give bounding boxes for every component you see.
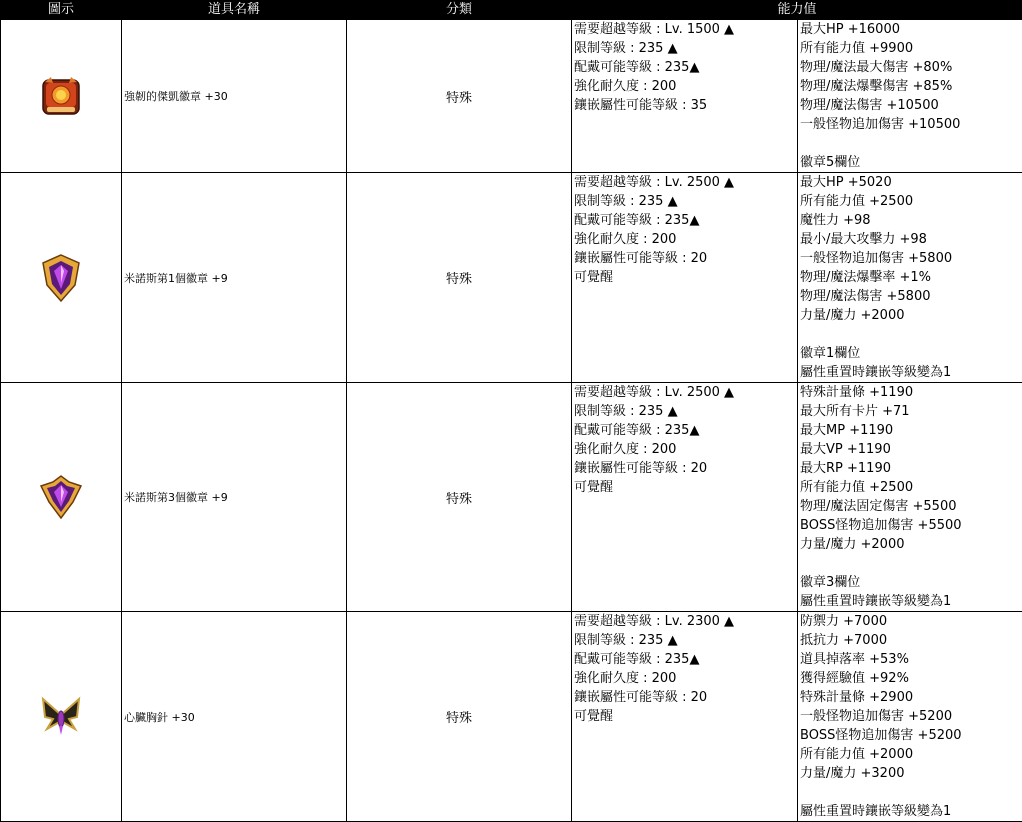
stat-line: 道具掉落率 +53% (800, 650, 1022, 669)
requirement-line: 限制等級 : 235 ▲ (574, 631, 797, 650)
stat-line: 一般怪物追加傷害 +5800 (800, 249, 1022, 268)
table-row (1, 612, 1022, 822)
stat-line: 物理/魔法最大傷害 +80% (800, 58, 1022, 77)
item-stats (798, 383, 1022, 612)
stat-line: 力量/魔力 +2000 (800, 306, 1022, 325)
requirement-line: 需要超越等級 : Lv. 2500 ▲ (574, 383, 797, 402)
item-stats (798, 173, 1022, 383)
item-name: 米諾斯第3個徽章 +9 (122, 383, 347, 612)
requirement-line: 配戴可能等級 : 235▲ (574, 58, 797, 77)
header-name: 道具名稱 (122, 1, 347, 20)
table-row (1, 20, 1022, 173)
stat-line: 物理/魔法爆擊率 +1% (800, 268, 1022, 287)
icon-cell (1, 383, 122, 612)
item-stats (798, 612, 1022, 822)
stat-line: 最小/最大攻擊力 +98 (800, 230, 1022, 249)
stat-line: 特殊計量條 +2900 (800, 688, 1022, 707)
stat-line (800, 325, 1022, 344)
stat-line: 力量/魔力 +2000 (800, 535, 1022, 554)
stat-line: 物理/魔法爆擊傷害 +85% (800, 77, 1022, 96)
stat-line: 抵抗力 +7000 (800, 631, 1022, 650)
requirement-line: 鑲嵌屬性可能等級 : 20 (574, 459, 797, 478)
stat-line: 所有能力值 +2500 (800, 192, 1022, 211)
requirement-line: 強化耐久度 : 200 (574, 669, 797, 688)
stat-line: 最大RP +1190 (800, 459, 1022, 478)
requirement-line: 配戴可能等級 : 235▲ (574, 650, 797, 669)
stat-line: 最大HP +16000 (800, 20, 1022, 39)
purple-shield-badge-icon (39, 267, 83, 286)
stat-line: 徽章1欄位 (800, 344, 1022, 363)
stat-line: 防禦力 +7000 (800, 612, 1022, 631)
stat-line: 屬性重置時鑲嵌等級變為1 (800, 802, 1022, 821)
stat-line: 魔性力 +98 (800, 211, 1022, 230)
requirement-line: 配戴可能等級 : 235▲ (574, 421, 797, 440)
stat-line: 一般怪物追加傷害 +5200 (800, 707, 1022, 726)
header-icon: 圖示 (1, 1, 122, 20)
requirement-line: 需要超越等級 : Lv. 1500 ▲ (574, 20, 797, 39)
icon-cell (1, 20, 122, 173)
item-stats (798, 20, 1022, 173)
item-requirements (572, 20, 798, 173)
purple-winged-badge-icon (39, 487, 83, 506)
requirement-line: 鑲嵌屬性可能等級 : 35 (574, 96, 797, 115)
stat-line: 最大VP +1190 (800, 440, 1022, 459)
table-row (1, 173, 1022, 383)
stat-line: 所有能力值 +2000 (800, 745, 1022, 764)
item-category: 特殊 (347, 20, 572, 173)
item-requirements (572, 612, 798, 822)
stat-line: 最大HP +5020 (800, 173, 1022, 192)
item-name: 米諾斯第1個徽章 +9 (122, 173, 347, 383)
table-row (1, 383, 1022, 612)
stat-line: BOSS怪物追加傷害 +5500 (800, 516, 1022, 535)
stat-line: 最大所有卡片 +71 (800, 402, 1022, 421)
stat-line: 徽章3欄位 (800, 573, 1022, 592)
stat-line: 屬性重置時鑲嵌等級變為1 (800, 363, 1022, 382)
item-name: 強韌的傑凱徽章 +30 (122, 20, 347, 173)
red-emblem-badge-icon (39, 86, 83, 105)
stat-line: 一般怪物追加傷害 +10500 (800, 115, 1022, 134)
requirement-line: 需要超越等級 : Lv. 2500 ▲ (574, 173, 797, 192)
requirement-line: 可覺醒 (574, 268, 797, 287)
stat-line: 所有能力值 +9900 (800, 39, 1022, 58)
stat-line (800, 134, 1022, 153)
item-name: 心臟胸針 +30 (122, 612, 347, 822)
item-category: 特殊 (347, 383, 572, 612)
item-requirements (572, 383, 798, 612)
stat-line: 力量/魔力 +3200 (800, 764, 1022, 783)
requirement-line: 配戴可能等級 : 235▲ (574, 211, 797, 230)
stat-line: BOSS怪物追加傷害 +5200 (800, 726, 1022, 745)
icon-cell (1, 612, 122, 822)
requirement-line: 限制等級 : 235 ▲ (574, 402, 797, 421)
requirement-line: 可覺醒 (574, 478, 797, 497)
stat-line: 所有能力值 +2500 (800, 478, 1022, 497)
requirement-line: 限制等級 : 235 ▲ (574, 192, 797, 211)
item-category: 特殊 (347, 173, 572, 383)
stat-line (800, 783, 1022, 802)
stat-line: 最大MP +1190 (800, 421, 1022, 440)
icon-cell (1, 173, 122, 383)
stat-line: 特殊計量條 +1190 (800, 383, 1022, 402)
requirement-line: 鑲嵌屬性可能等級 : 20 (574, 688, 797, 707)
stat-line: 屬性重置時鑲嵌等級變為1 (800, 592, 1022, 611)
requirement-line: 強化耐久度 : 200 (574, 440, 797, 459)
requirement-line: 需要超越等級 : Lv. 2300 ▲ (574, 612, 797, 631)
stat-line: 物理/魔法傷害 +5800 (800, 287, 1022, 306)
stat-line: 物理/魔法傷害 +10500 (800, 96, 1022, 115)
requirement-line: 可覺醒 (574, 707, 797, 726)
header-category: 分類 (347, 1, 572, 20)
requirement-line: 鑲嵌屬性可能等級 : 20 (574, 249, 797, 268)
item-category: 特殊 (347, 612, 572, 822)
stat-line: 物理/魔法固定傷害 +5500 (800, 497, 1022, 516)
requirement-line: 強化耐久度 : 200 (574, 230, 797, 249)
stat-line: 獲得經驗值 +92% (800, 669, 1022, 688)
requirement-line: 強化耐久度 : 200 (574, 77, 797, 96)
item-requirements (572, 173, 798, 383)
header-stats: 能力值 (572, 1, 1022, 20)
stat-line: 徽章5欄位 (800, 153, 1022, 172)
stat-line (800, 554, 1022, 573)
butterfly-brooch-icon (39, 706, 83, 725)
requirement-line: 限制等級 : 235 ▲ (574, 39, 797, 58)
header-row (1, 1, 1022, 20)
